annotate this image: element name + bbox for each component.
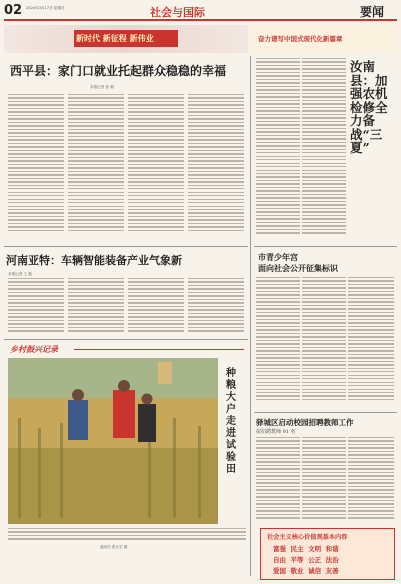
core-value: 法治	[325, 556, 339, 564]
article-2-body-col4	[188, 278, 244, 334]
article-5	[254, 415, 397, 525]
article-4-body-col2	[302, 277, 346, 402]
feature-caption	[8, 528, 246, 542]
article-2-headline: 河南亚特：车辆智能装备产业气象新	[6, 254, 182, 267]
article-5-body-col1	[256, 437, 300, 521]
core-value: 公正	[308, 556, 322, 564]
article-2-body-col2	[68, 278, 124, 334]
feature-photo	[8, 358, 218, 524]
core-values-box	[260, 528, 395, 580]
article-5-body-col2	[302, 437, 346, 521]
core-value: 敬业	[290, 567, 304, 575]
core-values-row-3	[273, 566, 339, 575]
core-value: 爱国	[273, 567, 286, 575]
article-2	[4, 250, 248, 338]
article-4-body-col1	[256, 277, 300, 402]
date-line: 2024年3月17日 星期日	[26, 6, 65, 10]
article-5-subhead: 拟招聘教师 91 名	[256, 429, 296, 435]
divider-2	[4, 339, 248, 340]
section-name: 要闻	[360, 5, 385, 19]
core-values-title: 社会主义核心价值观基本内容	[267, 534, 348, 541]
core-values-row-2	[273, 555, 339, 564]
article-3-body-col1	[256, 58, 300, 236]
core-value: 富强	[273, 545, 286, 553]
divider-1	[4, 246, 248, 247]
feature-header	[4, 342, 248, 356]
article-1-body-col4	[188, 94, 244, 233]
article-4-body-col3	[348, 277, 394, 402]
banner-right	[252, 25, 397, 53]
article-3-vertical-headline: 汝南县：加强农机检修全力备战“三夏”	[350, 59, 388, 155]
core-value: 自由	[273, 556, 286, 564]
feature-rule	[74, 349, 244, 350]
feature-vertical-title: 种粮大户走进试验田	[226, 368, 236, 475]
article-3-body-col2	[302, 58, 346, 236]
article-5-headline: 驿城区启动校园招聘教师工作	[256, 418, 354, 427]
article-1-headline: 西平县：家门口就业托起群众稳稳的幸福	[10, 64, 227, 78]
banner-right-text: 奋力谱写中国式现代化新篇章	[258, 35, 343, 43]
column-divider	[250, 56, 251, 576]
core-value: 和谐	[325, 545, 339, 553]
divider-3	[254, 246, 397, 247]
feature-section-label: 乡村振兴记录	[10, 344, 58, 354]
paper-name: 社会与国际	[150, 6, 205, 19]
page-number: 02	[4, 3, 23, 18]
core-value: 文明	[308, 545, 322, 553]
article-1-body-col1	[8, 94, 64, 233]
core-values-row-1	[273, 544, 339, 553]
article-2-body-col3	[128, 278, 184, 334]
core-value: 友善	[325, 567, 339, 575]
core-value: 诚信	[308, 567, 322, 575]
wheat-field-photo	[8, 358, 218, 524]
article-1-byline: 本报记者 张 敏	[90, 85, 114, 89]
feature-caption-byline: 通讯员 张永宏 摄	[100, 545, 128, 549]
article-4-headline-line2: 面向社会公开征集标识	[258, 263, 338, 273]
masthead-rule	[4, 19, 397, 21]
core-value: 民主	[290, 545, 304, 553]
banner-left-text: 新时代 新征程 新伟业	[76, 33, 154, 43]
divider-4	[254, 412, 397, 413]
article-4-headline-line1: 市青少年宫	[258, 252, 298, 262]
core-value: 平等	[290, 556, 304, 564]
banner-left	[4, 25, 248, 53]
article-2-byline: 本报记者 王 磊	[8, 272, 32, 276]
article-3	[254, 56, 397, 244]
article-4	[254, 250, 397, 410]
article-1-body-col2	[68, 94, 124, 233]
article-1	[4, 56, 248, 246]
article-2-body-col1	[8, 278, 64, 334]
article-1-body-col3	[128, 94, 184, 233]
article-5-body-col3	[348, 437, 394, 521]
